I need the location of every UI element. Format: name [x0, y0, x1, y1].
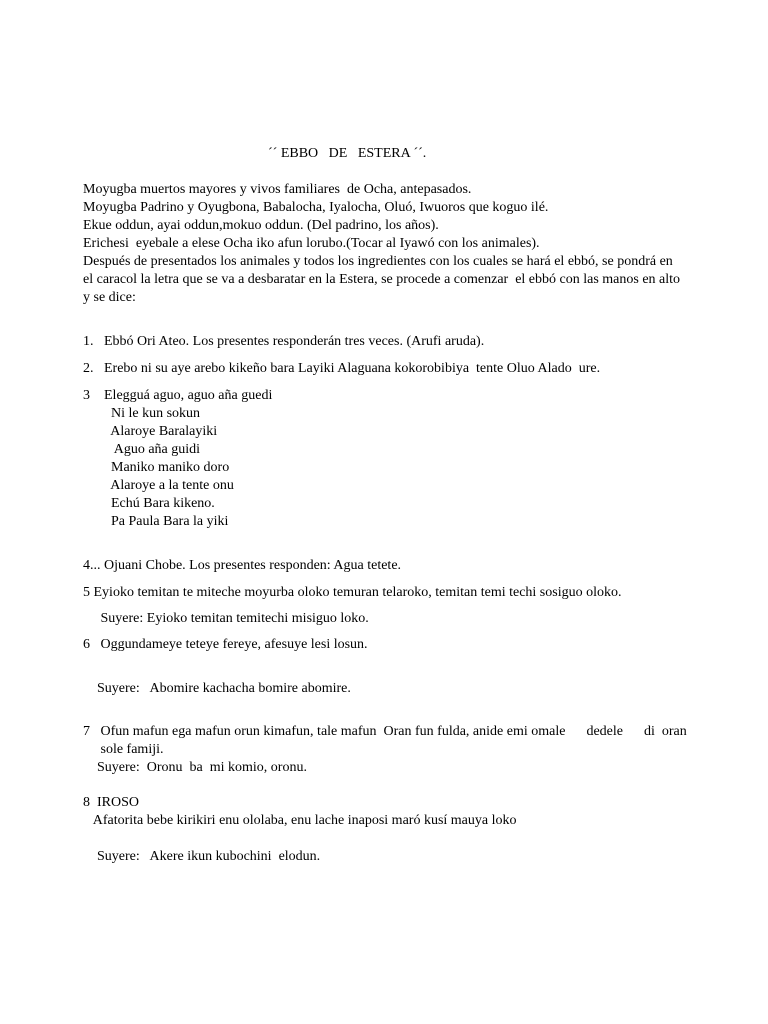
- list-item: 3 Elegguá aguo, aguo aña guedi: [83, 388, 273, 403]
- list-item: 6 Oggundameye teteye fereye, afesuye lesi losun.: [83, 637, 368, 652]
- list-item: 5 Eyioko temitan te miteche moyurba oloko temuran telaroko, temitan temi techi sosiguo oloko.: [83, 585, 622, 600]
- chant-line: Alaroye a la tente onu: [83, 478, 234, 493]
- list-item: 4... Ojuani Chobe. Los presentes responden: Agua tetete.: [83, 558, 402, 573]
- intro-line: Moyugba muertos mayores y vivos familiares de Ocha, antepasados.: [83, 182, 472, 197]
- chant-line: Maniko maniko doro: [83, 460, 230, 475]
- chant-line: Aguo aña guidi: [83, 442, 201, 457]
- chant-line: Echú Bara kikeno.: [83, 496, 215, 511]
- suyere-line: Suyere: Abomire kachacha bomire abomire.: [83, 681, 351, 696]
- suyere-line: Suyere: Oronu ba mi komio, oronu.: [83, 760, 307, 775]
- intro-line: y se dice:: [83, 290, 136, 305]
- list-item: 1. Ebbó Ori Ateo. Los presentes responderán tres veces. (Arufi aruda).: [83, 334, 485, 349]
- document-title: ´´ EBBO DE ESTERA ´´.: [268, 146, 427, 161]
- list-item: 8 IROSO: [83, 795, 140, 810]
- intro-line: Moyugba Padrino y Oyugbona, Babalocha, Iyalocha, Oluó, Iwuoros que koguo ilé.: [83, 200, 549, 215]
- list-item: 2. Erebo ni su aye arebo kikeño bara Layiki Alaguana kokorobibiya tente Oluo Alado ure.: [83, 361, 601, 376]
- intro-line: Ekue oddun, ayai oddun,mokuo oddun. (Del padrino, los años).: [83, 218, 439, 233]
- intro-line: el caracol la letra que se va a desbaratar en la Estera, se procede a comenzar el ebbó con las manos en alto: [83, 272, 681, 287]
- list-item-continuation: sole famiji.: [83, 742, 164, 757]
- chant-line: Alaroye Baralayiki: [83, 424, 218, 439]
- chant-line: Ni le kun sokun: [83, 406, 201, 421]
- suyere-line: Suyere: Eyioko temitan temitechi misiguo loko.: [83, 611, 369, 626]
- intro-line: Después de presentados los animales y todos los ingredientes con los cuales se hará el ebbó, se pondrá en: [83, 254, 673, 269]
- suyere-line: Suyere: Akere ikun kubochini elodun.: [83, 849, 321, 864]
- list-item: 7 Ofun mafun ega mafun orun kimafun, tale mafun Oran fun fulda, anide emi omale dedele di oran: [83, 724, 687, 739]
- chant-line: Afatorita bebe kirikiri enu ololaba, enu lache inaposi maró kusí mauya loko: [83, 813, 517, 828]
- intro-line: Erichesi eyebale a elese Ocha iko afun lorubo.(Tocar al Iyawó con los animales).: [83, 236, 540, 251]
- chant-line: Pa Paula Bara la yiki: [83, 514, 229, 529]
